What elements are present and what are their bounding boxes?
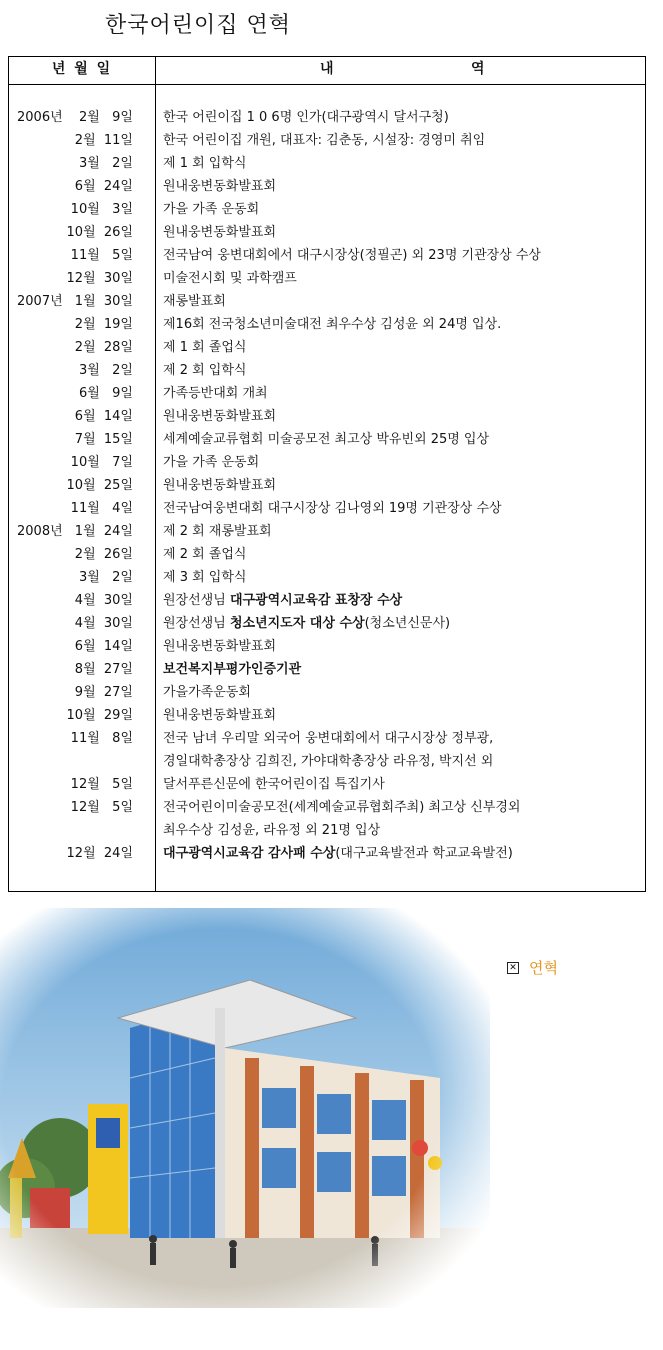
row-description-part: 원장선생님 — [163, 593, 230, 608]
row-month-day: 12월 30일 — [66, 271, 133, 286]
row-description — [163, 474, 641, 497]
header-desc-part-2: 역 — [471, 61, 485, 77]
row-description-part: 원내웅변동화발표회 — [163, 478, 277, 493]
header-date: 년 월 일 — [51, 61, 113, 77]
row-description — [163, 267, 641, 290]
table-row — [9, 520, 645, 543]
row-description-part: (청소년신문사) — [364, 616, 451, 631]
table-row — [9, 175, 645, 198]
table-row — [9, 635, 645, 658]
row-description — [163, 796, 641, 819]
row-description-part: 전국 남녀 우리말 외국어 웅변대회에서 대구시장상 정부광, — [163, 731, 494, 746]
row-year: 2006년 — [17, 110, 63, 125]
row-description-part: 보건복지부평가인증기관 — [163, 662, 302, 677]
row-description — [163, 566, 641, 589]
row-description-part: 가족등반대회 개최 — [163, 386, 268, 401]
table-header — [9, 57, 645, 85]
page-title: 한국어린이집 연혁 — [105, 13, 292, 38]
row-month-day: 7월 15일 — [74, 432, 133, 447]
row-month-day: 6월 14일 — [74, 639, 133, 654]
row-month-day: 2월 26일 — [74, 547, 133, 562]
row-month-day: 10월 26일 — [66, 225, 133, 240]
table-row — [9, 106, 645, 129]
row-description — [163, 221, 641, 244]
row-description-part: 세계예술교류협회 미술공모전 최고상 박유빈외 25명 입상 — [163, 432, 490, 447]
row-description-part: 한국 어린이집 1 0 6명 인가(대구광역시 달서구청) — [163, 110, 449, 125]
row-month-day: 2월 19일 — [74, 317, 133, 332]
row-description — [163, 336, 641, 359]
row-description — [163, 451, 641, 474]
row-description-part: 전국남여웅변대회 대구시장상 김나영외 19명 기관장상 수상 — [163, 501, 502, 516]
row-year: 2008년 — [17, 524, 63, 539]
row-description — [163, 129, 641, 152]
history-nav-link[interactable] — [507, 957, 558, 978]
history-nav-label: 연혁 — [529, 959, 558, 977]
row-description — [163, 658, 641, 681]
row-description — [163, 773, 641, 796]
table-row — [9, 727, 645, 750]
row-month-day: 2월 28일 — [74, 340, 133, 355]
row-month-day: 6월 24일 — [74, 179, 133, 194]
history-rows — [9, 106, 645, 865]
table-row — [9, 313, 645, 336]
row-description — [163, 635, 641, 658]
row-description — [163, 704, 641, 727]
row-description — [163, 819, 641, 842]
row-description-part: 원내웅변동화발표회 — [163, 225, 277, 240]
row-month-day: 1월 24일 — [74, 524, 133, 539]
table-row — [9, 405, 645, 428]
table-row — [9, 474, 645, 497]
table-row — [9, 152, 645, 175]
row-description — [163, 750, 641, 773]
row-description-part: 원장선생님 — [163, 616, 230, 631]
row-description-part: 제 3 회 입학식 — [163, 570, 247, 585]
row-description — [163, 405, 641, 428]
row-description-part: 가을 가족 운동회 — [163, 455, 260, 470]
row-description — [163, 198, 641, 221]
row-description-part: 최우수상 김성윤, 라유정 외 21명 입상 — [163, 823, 381, 838]
row-month-day: 9월 27일 — [74, 685, 133, 700]
table-row — [9, 336, 645, 359]
table-row — [9, 773, 645, 796]
row-month-day: 11월 5일 — [70, 248, 133, 263]
row-description-part: 원내웅변동화발표회 — [163, 409, 277, 424]
table-row — [9, 451, 645, 474]
row-month-day: 6월 9일 — [78, 386, 133, 401]
history-table — [8, 56, 646, 892]
table-row — [9, 359, 645, 382]
row-description-part: 제 1 회 졸업식 — [163, 340, 247, 355]
x-box-icon: ✕ — [507, 962, 519, 974]
table-row — [9, 819, 645, 842]
row-description — [163, 106, 641, 129]
row-description-part: 원내웅변동화발표회 — [163, 639, 277, 654]
row-month-day: 10월 7일 — [70, 455, 133, 470]
table-row — [9, 428, 645, 451]
row-description — [163, 290, 641, 313]
table-row — [9, 612, 645, 635]
row-description-part: 전국어린이미술공모전(세계예술교류협회주최) 최고상 신부경외 — [163, 800, 521, 815]
row-month-day: 4월 30일 — [74, 593, 133, 608]
row-month-day: 3월 2일 — [78, 156, 133, 171]
row-month-day: 6월 14일 — [74, 409, 133, 424]
row-description-part: 미술전시회 및 과학캠프 — [163, 271, 297, 286]
row-month-day: 12월 24일 — [66, 846, 133, 861]
table-row — [9, 681, 645, 704]
row-month-day: 8월 27일 — [74, 662, 133, 677]
row-month-day: 10월 29일 — [66, 708, 133, 723]
row-description-part: 대구광역시교육감 표창장 수상 — [229, 593, 403, 608]
row-description-part: 재롱발표회 — [163, 294, 226, 309]
row-description-part: 대구광역시교육감 감사패 수상 — [163, 846, 336, 861]
row-month-day: 4월 30일 — [74, 616, 133, 631]
row-description-part: 가을 가족 운동회 — [163, 202, 260, 217]
row-description — [163, 520, 641, 543]
header-description — [156, 57, 645, 84]
table-row — [9, 244, 645, 267]
row-month-day: 3월 2일 — [78, 570, 133, 585]
row-description-part: 달서푸른신문에 한국어린이집 특집기사 — [163, 777, 385, 792]
row-description-part: 제 2 회 입학식 — [163, 363, 247, 378]
table-row — [9, 566, 645, 589]
row-description-part: (대구교육발전과 학교교육발전) — [335, 846, 513, 861]
row-description — [163, 428, 641, 451]
row-description — [163, 681, 641, 704]
table-row — [9, 198, 645, 221]
row-month-day: 3월 2일 — [78, 363, 133, 378]
row-month-day: 11월 4일 — [70, 501, 133, 516]
table-row — [9, 497, 645, 520]
row-description-part: 전국남여 웅변대회에서 대구시장상(정필곤) 외 23명 기관장상 수상 — [163, 248, 541, 263]
table-row — [9, 842, 645, 865]
row-description — [163, 152, 641, 175]
row-description — [163, 497, 641, 520]
row-description-part: 청소년지도자 대상 수상 — [229, 616, 365, 631]
row-description-part: 제 1 회 입학식 — [163, 156, 247, 171]
row-month-day: 10월 25일 — [66, 478, 133, 493]
row-description-part: 제 2 회 재롱발표회 — [163, 524, 272, 539]
row-month-day: 10월 3일 — [70, 202, 133, 217]
header-desc-part-1: 내 — [320, 61, 334, 77]
table-row — [9, 543, 645, 566]
table-row — [9, 589, 645, 612]
table-row — [9, 129, 645, 152]
table-row — [9, 382, 645, 405]
table-row — [9, 704, 645, 727]
row-description-part: 제16회 전국청소년미술대전 최우수상 김성윤 외 24명 입상. — [163, 317, 502, 332]
row-description-part: 원내웅변동화발표회 — [163, 708, 277, 723]
row-description-part: 한국 어린이집 개원, 대표자: 김춘동, 시설장: 경영미 취임 — [163, 133, 486, 148]
row-description — [163, 589, 641, 612]
row-description — [163, 382, 641, 405]
row-month-day: 12월 5일 — [70, 777, 133, 792]
row-description — [163, 175, 641, 198]
row-description — [163, 359, 641, 382]
row-description — [163, 842, 641, 865]
table-row — [9, 290, 645, 313]
table-row — [9, 267, 645, 290]
row-description-part: 경일대학총장상 김희진, 가야대학총장상 라유정, 박지선 외 — [163, 754, 494, 769]
row-description — [163, 612, 641, 635]
row-description-part: 가을가족운동회 — [163, 685, 251, 700]
kindergarten-building-illustration — [0, 908, 490, 1308]
table-row — [9, 658, 645, 681]
row-description-part: 제 2 회 졸업식 — [163, 547, 247, 562]
row-month-day: 2월 9일 — [78, 110, 133, 125]
row-month-day: 11월 8일 — [70, 731, 133, 746]
row-month-day: 1월 30일 — [74, 294, 133, 309]
table-row — [9, 796, 645, 819]
row-month-day: 2월 11일 — [74, 133, 133, 148]
row-description — [163, 543, 641, 566]
row-description — [163, 313, 641, 336]
table-row — [9, 750, 645, 773]
row-description — [163, 727, 641, 750]
table-row — [9, 221, 645, 244]
row-description — [163, 244, 641, 267]
row-year: 2007년 — [17, 294, 63, 309]
row-month-day: 12월 5일 — [70, 800, 133, 815]
row-description-part: 원내웅변동화발표회 — [163, 179, 277, 194]
